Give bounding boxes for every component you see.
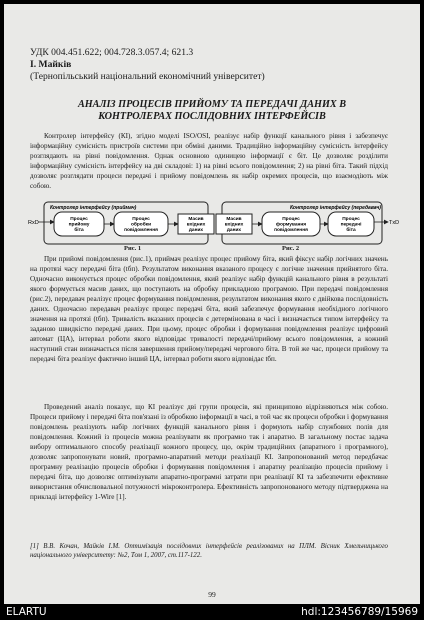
viewer-footer [0,604,424,620]
figure-caption-1: Рис. 1 [124,245,142,252]
udc-code: УДК 004.451.622; 004.728.3.057.4; 621.3 [30,47,194,58]
affiliation: (Тернопільський національний економічний університет) [30,71,265,82]
paragraph-analysis [30,402,388,502]
paragraph-processes-text: При прийомі повідомлення (рис.1), приймач реалізує процес прийому біта, який фіксує набір логічних значень на протязі часу передачі біта (tбп). Результатом виконання вказаного процесу є логічне значення прийнятого біта. Одночасно виконується процес обробки повідомлення, який реалізує набір функцій канального рівня в результаті якого формується масив даних, що поступають на обробку прикладною програмою. При передачі повідомлення (рис.2), передавач реалізує процес формування повідомлення, результатом виконання якого є двійкова послідовність даних. Одночасно передавач реалізує процес передачі біта, який забезпечує формування необхідного логічного значення на протязі (tбп). Тривалість вказаних процесів є детермінована в часі і визначається типом інтерфейсу та заданою швидкістю передачі даних. При цьому, процес обробки і формування повідомлення реалізує цифровий автомат (ЦА), інтервал роботи якого відповідає тривалості передачі/прийому всього повідомлення, а кожний наступний стан визначається після завершення прийому/передачі чергового біта. В той же час, процеси прийому та передачі біта реалізує фактично інший ЦА, інтервал роботи якого відповідає tбп. [30,255,388,364]
rx-box-bit-receive-label: Процес прийому біта [68,217,90,234]
title-line-1: АНАЛІЗ ПРОЦЕСІВ ПРИЙОМУ ТА ПЕРЕДАЧІ ДАНИХ В [77,99,347,110]
title-line-2: КОНТРОЛЕРАХ ПОСЛІДОВНИХ ІНТЕРФЕЙСІВ [98,111,326,122]
tx-box-bit-transmit-label: Процес передачі біта [340,217,362,234]
tx-box-input-array-label: Масив вхідних даних [224,217,244,234]
author-name: І. Майків [30,59,72,70]
rxd-label: RxD [28,220,39,226]
paragraph-intro-text: Контролер інтерфейсу (КІ), згідно моделі ISO/OSI, реалізує набір функції канального рівня і забезпечує інформаційну сумісність пристроїв системи при обміні даними. Традиційно інформаційну сумісність інтерфейсу розглядають на рівні повідомлення. Однак основною одиницею інформації є біт. Це дозволяє розділити інформаційну сумісність інтерфейсу на дві складові: 1) на рівні всього повідомлення; 2) на рівні біта. Такий підхід дозволяє розглядати процеси передачі і прийому повідомлень як набір окремих процесів, що взаємодіють між собою. [30,132,388,191]
txd-label: TxD [389,220,400,226]
tx-box-message-forming-label: Процес формування повідомлення [274,217,308,234]
paper-title [24,99,400,123]
paragraph-analysis-text: Проведений аналіз показує, що КІ реалізує дві групи процесів, які принципово відрізняються між собою. Процеси прийому і передачі біта пов'язані із обробкою інформації в часі, в той час як процеси обробки і формування повідомлень реалізують набір логічних функцій канального рівня і формують набір службових полів для повідомлення. Кожний із процесів можна реалізувати як програмно так і апаратно. В загальному постає задача вибору оптимального способу реалізації кожного процесу, що, окрім традиційних (апаратного і програмного), дозволяє запропонувати новий, програмно-апаратний методи реалізації КІ. Запропонований метод передбачає програмну реалізацію процесів обробки і формування повідомлення і апаратну реалізацію процесів прийому і передачі біта, що дозволяє оптимізувати апаратно-програмні затрати при реалізації КІ та забезпечити ефективне використання обчислювальної потужності мікроконтролера. Ефективність запропонованого методу підтверджена на прикладі інтерфейсу 1-Wire [1]. [30,403,388,502]
figure-caption-2: Рис. 2 [282,245,300,252]
process-diagram [26,200,400,252]
transmitter-title: Контролер інтерфейсу (передавач) [290,205,381,211]
receiver-title: Контролер інтерфейсу (приймач) [50,205,137,211]
document-page [4,4,420,604]
reference-entry: [1] В.В. Кочан, Майків І.М. Оптимізація послідовних інтерфейсів реалізованих на ПЛМ. Вісник Хмельницького національного університету: №2, Том 1, 2007, ст.117-122. [30,543,388,560]
paragraph-processes [30,254,388,365]
rx-box-message-processing-label: Процес обробки повідомлення [124,217,158,234]
footer-handle: hdl:123456789/15969 [301,606,418,618]
footer-left-label: ELARTU [6,606,47,618]
page-number: 99 [208,590,216,599]
rx-box-input-array-label: Масив вхідних даних [186,217,206,234]
paragraph-intro [30,131,388,191]
